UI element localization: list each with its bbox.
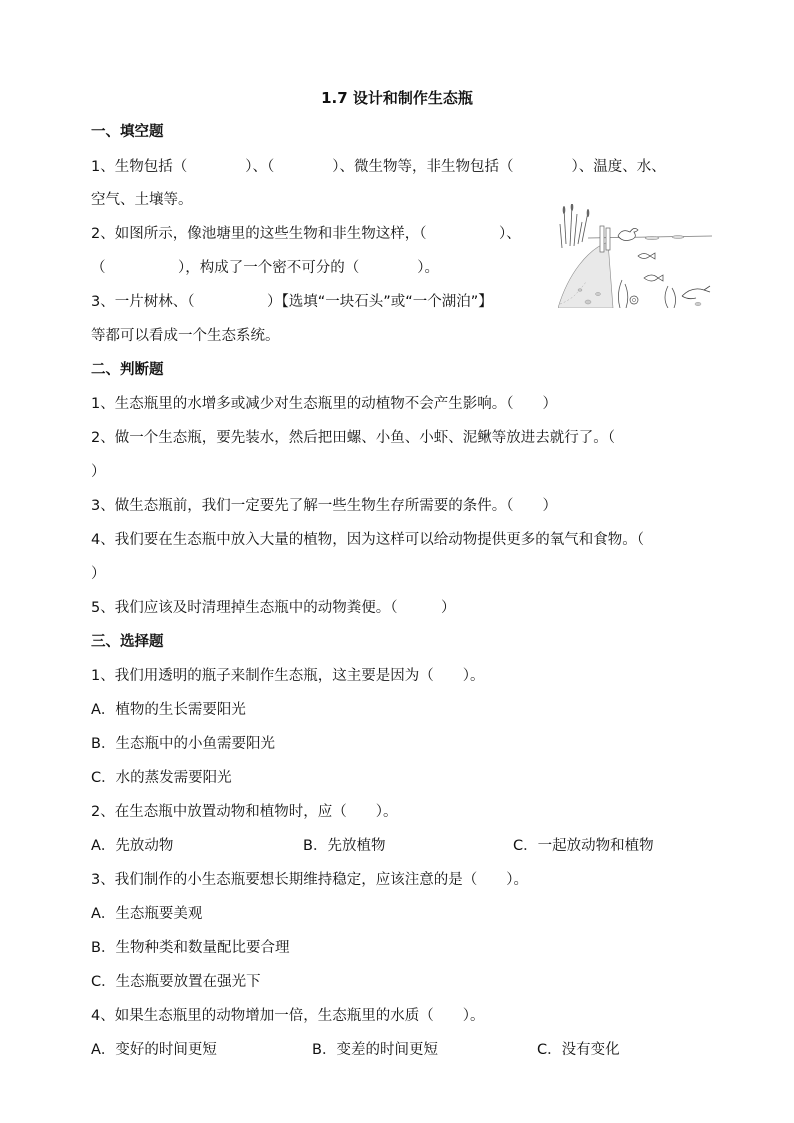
mc-question-1-option-c: C．水的蒸发需要阳光: [91, 770, 232, 786]
fill-question-2-line-2: （ ），构成了一个密不可分的（ ）。: [91, 260, 439, 276]
section-heading-multiple-choice: 三、选择题: [91, 634, 164, 650]
tf-question-4-line-2: ）: [91, 566, 106, 582]
tf-question-3: 3、做生态瓶前，我们一定要先了解一些生物生存所需要的条件。（ ）: [91, 498, 557, 514]
mc-question-3-option-b: B．生物种类和数量配比要合理: [91, 940, 290, 956]
tf-question-5: 5、我们应该及时清理掉生态瓶中的动物粪便。（ ）: [91, 600, 456, 616]
mc-question-4-option-b: B．变差的时间更短: [312, 1042, 438, 1058]
mc-question-1: 1、我们用透明的瓶子来制作生态瓶，这主要是因为（ ）。: [91, 668, 485, 684]
mc-question-3-option-a: A．生态瓶要美观: [91, 906, 203, 922]
section-heading-fill-in: 一、填空题: [91, 124, 164, 140]
mc-question-1-option-a: A．植物的生长需要阳光: [91, 702, 246, 718]
fill-question-1-line-2: 空气、土壤等。: [91, 192, 193, 208]
section-heading-true-false: 二、判断题: [91, 362, 164, 378]
mc-question-2-option-c: C．一起放动物和植物: [513, 838, 654, 854]
fill-question-2-line-1: 2、如图所示，像池塘里的这些生物和非生物这样，（ ）、: [91, 226, 521, 242]
mc-question-2: 2、在生态瓶中放置动物和植物时，应（ ）。: [91, 804, 398, 820]
pond-ecosystem-illustration: [558, 204, 712, 308]
page-title: 1.7 设计和制作生态瓶: [321, 89, 473, 107]
tf-question-2-line-1: 2、做一个生态瓶，要先装水，然后把田螺、小鱼、小虾、泥鳅等放进去就行了。（: [91, 430, 615, 446]
fill-question-1-line-1: 1、生物包括（ ）、（ ）、微生物等，非生物包括（ ）、温度、水、: [91, 159, 666, 175]
tf-question-4-line-1: 4、我们要在生态瓶中放入大量的植物，因为这样可以给动物提供更多的氧气和食物。（: [91, 532, 644, 548]
mc-question-4-option-a: A．变好的时间更短: [91, 1042, 217, 1058]
mc-question-3-option-c: C．生态瓶要放置在强光下: [91, 974, 261, 990]
fill-question-3-line-2: 等都可以看成一个生态系统。: [91, 328, 280, 344]
mc-question-4: 4、如果生态瓶里的动物增加一倍，生态瓶里的水质（ ）。: [91, 1008, 485, 1024]
fill-question-3-line-1: 3、一片树林、（ ）【选填“一块石头”或“一个湖泊”】: [91, 294, 493, 310]
tf-question-1: 1、生态瓶里的水增多或减少对生态瓶里的动植物不会产生影响。（ ）: [91, 396, 557, 412]
mc-question-2-option-a: A．先放动物: [91, 838, 174, 854]
mc-question-3: 3、我们制作的小生态瓶要想长期维持稳定，应该注意的是（ ）。: [91, 872, 528, 888]
mc-question-4-option-c: C．没有变化: [537, 1042, 620, 1058]
mc-question-2-option-b: B．先放植物: [303, 838, 386, 854]
tf-question-2-line-2: ）: [91, 464, 106, 480]
mc-question-1-option-b: B．生态瓶中的小鱼需要阳光: [91, 736, 275, 752]
